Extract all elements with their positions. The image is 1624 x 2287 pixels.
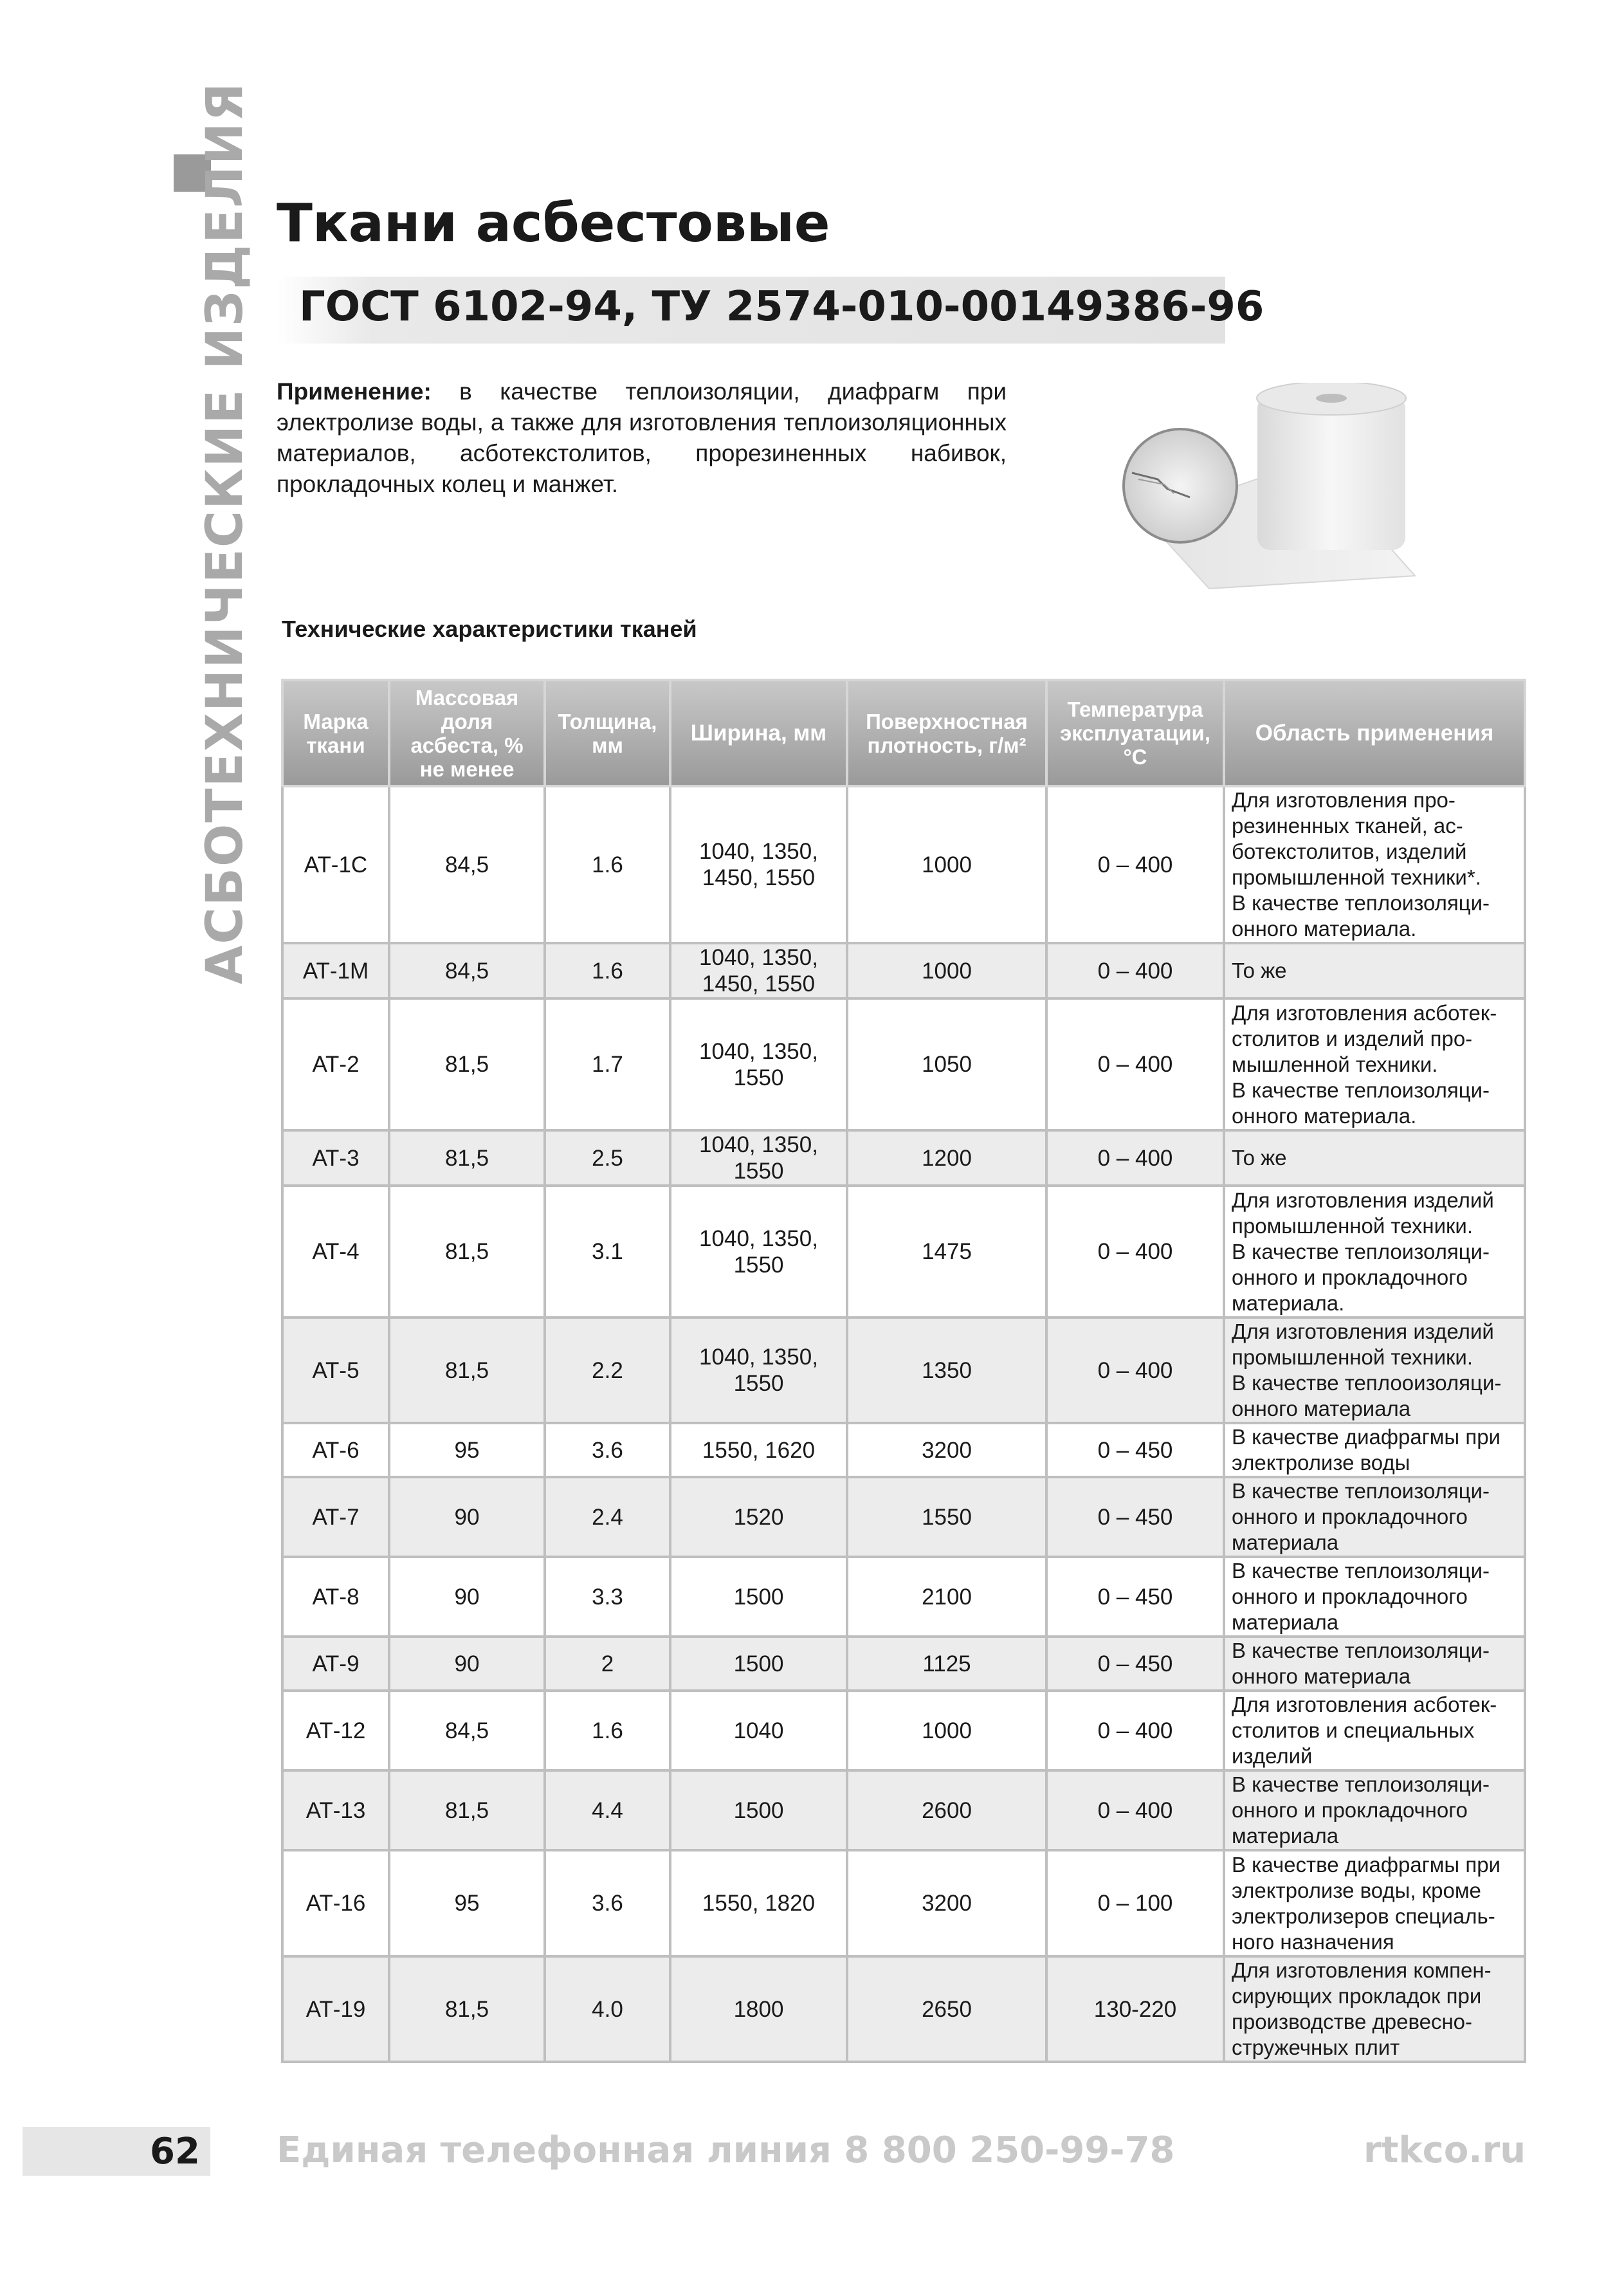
cell-temperature: 0 – 400 (1046, 998, 1224, 1130)
table-row (282, 786, 1525, 943)
cell-brand: АТ-19 (282, 1956, 389, 2062)
table-row (282, 1130, 1525, 1186)
cell-brand: АТ-13 (282, 1770, 389, 1850)
application-text (277, 376, 1007, 500)
table-row (282, 1318, 1525, 1423)
cell-application-area: В качестве теплоизоляци- онного и прокладочного материала (1224, 1770, 1525, 1850)
cell-width: 1500 (670, 1557, 847, 1637)
cell-brand: АТ-9 (282, 1637, 389, 1691)
cell-asbestos: 81,5 (389, 1770, 545, 1850)
cell-application-area: То же (1224, 943, 1525, 998)
table-row (282, 1423, 1525, 1477)
cell-thickness: 2.4 (545, 1477, 670, 1557)
table-row (282, 1186, 1525, 1318)
cell-temperature: 0 – 450 (1046, 1637, 1224, 1691)
cell-temperature: 0 – 400 (1046, 1186, 1224, 1318)
cell-brand: АТ-8 (282, 1557, 389, 1637)
cell-application-area: В качестве теплоизоляци- онного и прокладочного материала (1224, 1477, 1525, 1557)
table-title: Технические характеристики тканей (282, 616, 697, 642)
table-row (282, 1637, 1525, 1691)
cell-brand: АТ-16 (282, 1850, 389, 1956)
cell-brand: АТ-5 (282, 1318, 389, 1423)
cell-width: 1040, 1350, 1450, 1550 (670, 786, 847, 943)
cell-density: 1000 (847, 943, 1046, 998)
header-asbestos: Массовая доля асбеста, % не менее (389, 680, 545, 786)
cell-thickness: 2 (545, 1637, 670, 1691)
fabric-roll-image (1119, 383, 1421, 595)
footer-site: rtkco.ru (1364, 2129, 1526, 2171)
cell-brand: АТ-4 (282, 1186, 389, 1318)
table-row (282, 1691, 1525, 1770)
cell-brand: АТ-1С (282, 786, 389, 943)
table-row (282, 1850, 1525, 1956)
cell-width: 1040, 1350, 1550 (670, 1130, 847, 1186)
cell-asbestos: 95 (389, 1850, 545, 1956)
cell-thickness: 3.3 (545, 1557, 670, 1637)
cell-asbestos: 90 (389, 1637, 545, 1691)
cell-density: 3200 (847, 1423, 1046, 1477)
cell-temperature: 0 – 100 (1046, 1850, 1224, 1956)
header-temperature: Температура эксплуатации, °С (1046, 680, 1224, 786)
cell-asbestos: 90 (389, 1557, 545, 1637)
cell-width: 1040, 1350, 1550 (670, 998, 847, 1130)
cell-application-area: Для изготовления изделий промышленной техники. В качестве теплооизоляци- онного материала (1224, 1318, 1525, 1423)
cell-thickness: 3.6 (545, 1850, 670, 1956)
cell-width: 1040, 1350, 1550 (670, 1318, 847, 1423)
cell-brand: АТ-7 (282, 1477, 389, 1557)
cell-temperature: 0 – 450 (1046, 1477, 1224, 1557)
cell-asbestos: 81,5 (389, 1956, 545, 2062)
table-row (282, 998, 1525, 1130)
cell-thickness: 4.0 (545, 1956, 670, 2062)
cell-asbestos: 84,5 (389, 1691, 545, 1770)
table-row (282, 943, 1525, 998)
cell-thickness: 2.5 (545, 1130, 670, 1186)
cell-density: 1475 (847, 1186, 1046, 1318)
cell-temperature: 0 – 450 (1046, 1557, 1224, 1637)
cell-asbestos: 90 (389, 1477, 545, 1557)
table-header-row (282, 680, 1525, 786)
cell-width: 1550, 1820 (670, 1850, 847, 1956)
cell-width: 1800 (670, 1956, 847, 2062)
cell-density: 2650 (847, 1956, 1046, 2062)
cell-temperature: 0 – 400 (1046, 1691, 1224, 1770)
cell-density: 3200 (847, 1850, 1046, 1956)
cell-width: 1500 (670, 1637, 847, 1691)
cell-application-area: В качестве теплоизоляци- онного материала (1224, 1637, 1525, 1691)
cell-brand: АТ-6 (282, 1423, 389, 1477)
cell-application-area: В качестве диафрагмы при электролизе воды (1224, 1423, 1525, 1477)
application-label: Применение: (277, 378, 432, 405)
header-width: Ширина, мм (670, 680, 847, 786)
cell-thickness: 1.6 (545, 786, 670, 943)
cell-thickness: 1.6 (545, 1691, 670, 1770)
header-brand: Марка ткани (282, 680, 389, 786)
cell-width: 1040, 1350, 1450, 1550 (670, 943, 847, 998)
cell-asbestos: 84,5 (389, 786, 545, 943)
section-title-vertical: АСБОТЕХНИЧЕСКИЕ ИЗДЕЛИЯ (196, 81, 254, 984)
cell-asbestos: 95 (389, 1423, 545, 1477)
cell-application-area: Для изготовления изделий промышленной техники. В качестве теплоизоляци- онного и прокладочного материала. (1224, 1186, 1525, 1318)
cell-temperature: 0 – 450 (1046, 1423, 1224, 1477)
cell-temperature: 0 – 400 (1046, 786, 1224, 943)
cell-density: 1550 (847, 1477, 1046, 1557)
cell-temperature: 0 – 400 (1046, 943, 1224, 998)
cell-brand: АТ-1М (282, 943, 389, 998)
cell-temperature: 130-220 (1046, 1956, 1224, 2062)
specs-table (281, 679, 1526, 2063)
cell-asbestos: 84,5 (389, 943, 545, 998)
cell-thickness: 1.6 (545, 943, 670, 998)
cell-width: 1040, 1350, 1550 (670, 1186, 847, 1318)
cell-temperature: 0 – 400 (1046, 1318, 1224, 1423)
cell-asbestos: 81,5 (389, 998, 545, 1130)
cell-brand: АТ-3 (282, 1130, 389, 1186)
gost-standard: ГОСТ 6102-94, ТУ 2574-010-00149386-96 (299, 283, 1264, 331)
cell-width: 1500 (670, 1770, 847, 1850)
cell-thickness: 1.7 (545, 998, 670, 1130)
cell-application-area: В качестве теплоизоляци- онного и прокладочного материала (1224, 1557, 1525, 1637)
cell-application-area: В качестве диафрагмы при электролизе воды, кроме электролизеров специаль- ного назначения (1224, 1850, 1525, 1956)
cell-width: 1520 (670, 1477, 847, 1557)
page-number: 62 (150, 2131, 200, 2172)
cell-application-area: Для изготовления про- резиненных тканей, ас- ботекстолитов, изделий промышленной техники*. В качестве теплоизоляци- онного материала. (1224, 786, 1525, 943)
cell-density: 1050 (847, 998, 1046, 1130)
cell-temperature: 0 – 400 (1046, 1130, 1224, 1186)
cell-density: 2600 (847, 1770, 1046, 1850)
cell-thickness: 3.1 (545, 1186, 670, 1318)
header-thickness: Толщина, мм (545, 680, 670, 786)
cell-thickness: 2.2 (545, 1318, 670, 1423)
cell-asbestos: 81,5 (389, 1186, 545, 1318)
cell-application-area: Для изготовления асботек- столитов и изделий про- мышленной техники. В качестве теплоизоляци- онного материала. (1224, 998, 1525, 1130)
cell-density: 1200 (847, 1130, 1046, 1186)
cell-application-area: Для изготовления асботек- столитов и специальных изделий (1224, 1691, 1525, 1770)
cell-density: 1125 (847, 1637, 1046, 1691)
header-density: Поверхностная плотность, г/м² (847, 680, 1046, 786)
cell-width: 1040 (670, 1691, 847, 1770)
cell-temperature: 0 – 400 (1046, 1770, 1224, 1850)
cell-application-area: Для изготовления компен- сирующих прокладок при производстве древесно- стружечных плит (1224, 1956, 1525, 2062)
footer-phone: Единая телефонная линия 8 800 250-99-78 (277, 2129, 1175, 2171)
header-area: Область применения (1224, 680, 1525, 786)
cell-density: 1350 (847, 1318, 1046, 1423)
cell-brand: АТ-2 (282, 998, 389, 1130)
table-row (282, 1557, 1525, 1637)
page-title: Ткани асбестовые (277, 193, 830, 254)
cell-density: 1000 (847, 786, 1046, 943)
cell-brand: АТ-12 (282, 1691, 389, 1770)
cell-thickness: 3.6 (545, 1423, 670, 1477)
cell-width: 1550, 1620 (670, 1423, 847, 1477)
application-body: в качестве теплоизоляции, диафрагм при электролизе воды, а также для изготовления теплоизоляционных материалов, асботекстолитов, прорезиненных набивок, прокладочных колец и манжет. (277, 378, 1007, 497)
cell-asbestos: 81,5 (389, 1130, 545, 1186)
cell-density: 1000 (847, 1691, 1046, 1770)
cell-asbestos: 81,5 (389, 1318, 545, 1423)
table-row (282, 1770, 1525, 1850)
table-row (282, 1477, 1525, 1557)
cell-density: 2100 (847, 1557, 1046, 1637)
table-row (282, 1956, 1525, 2062)
cell-application-area: То же (1224, 1130, 1525, 1186)
cell-thickness: 4.4 (545, 1770, 670, 1850)
